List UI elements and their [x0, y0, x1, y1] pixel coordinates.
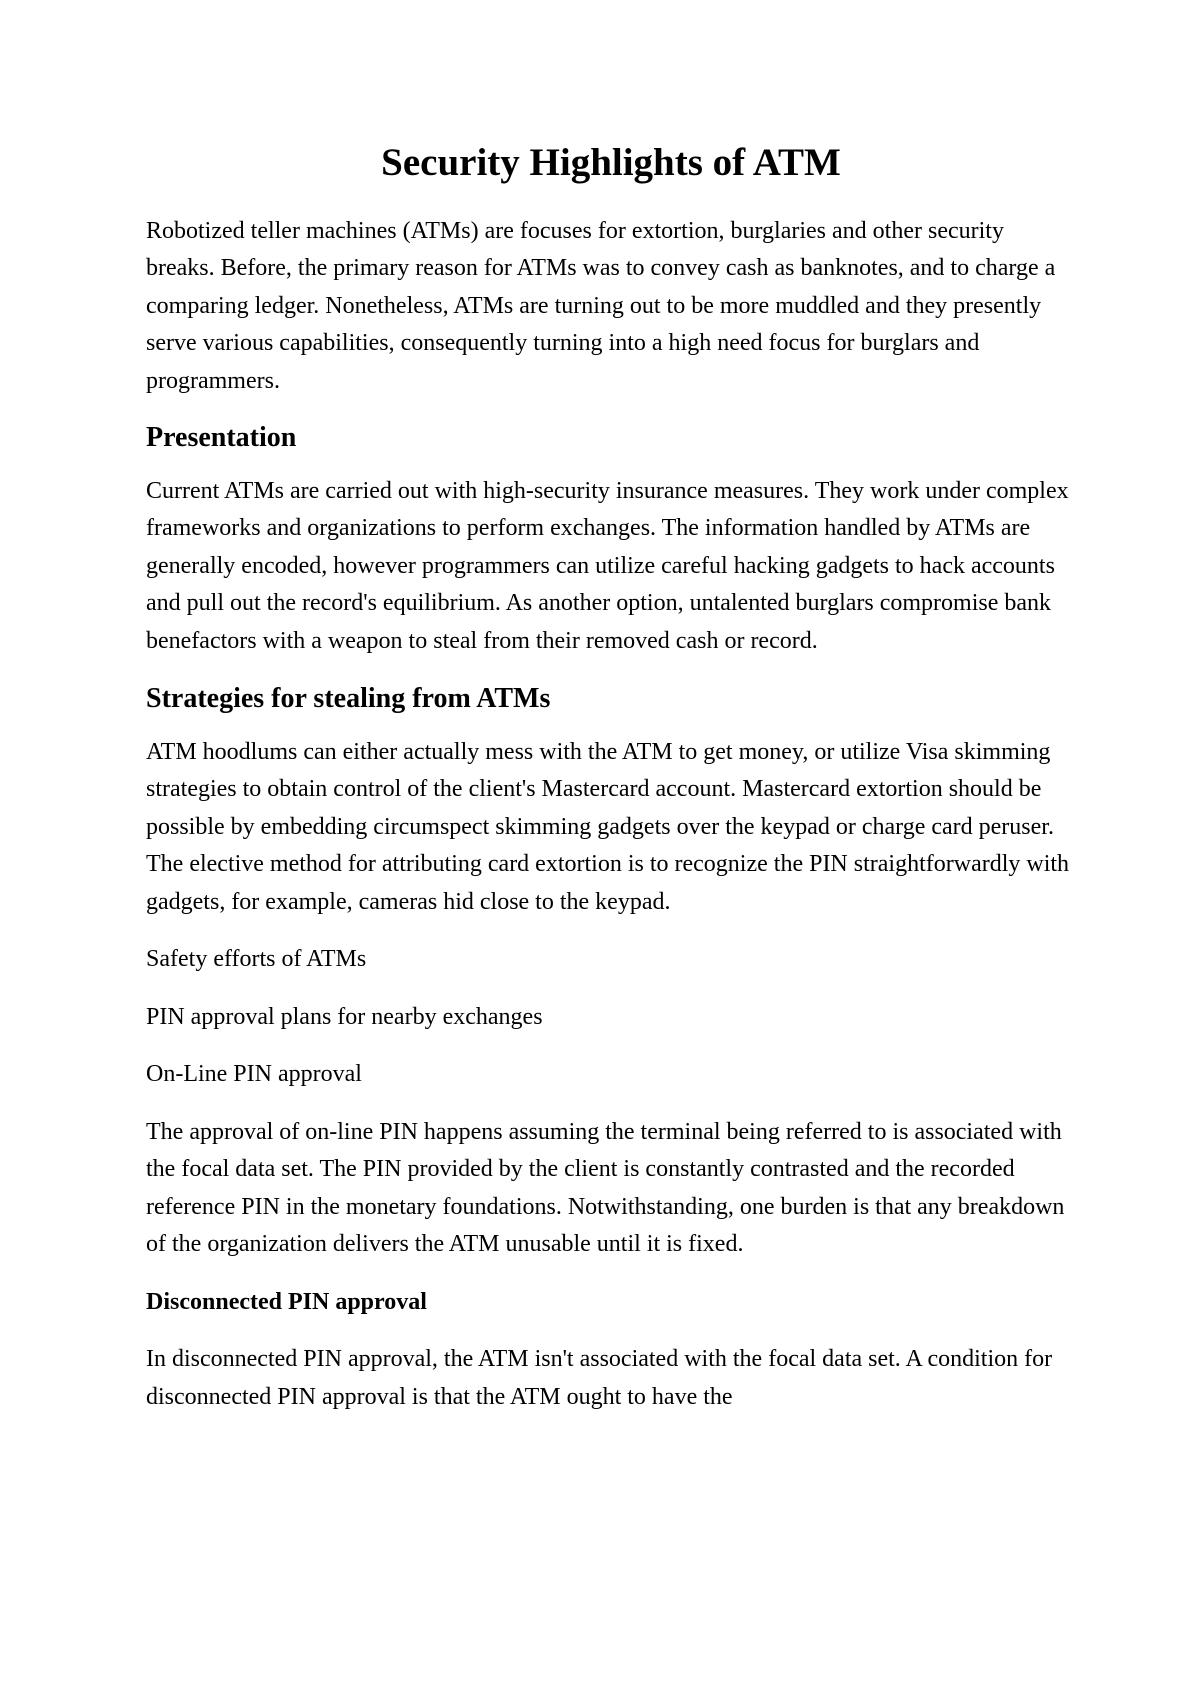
offline-pin-paragraph: In disconnected PIN approval, the ATM isn't associated with the focal data set. A condition for disconnected PIN approval is that the ATM ought to have the: [146, 1346, 1053, 1410]
intro-paragraph: Robotized teller machines (ATMs) are focuses for extortion, burglaries and other security breaks. Before, the primary reason for ATMs was to convey cash as banknotes, and to charge a comparing ledger. Nonetheless, ATMs are turning out to be more muddled and they presently serve various capabilities, consequently turning into a high need focus for burglars and programmers.: [146, 217, 1056, 394]
online-pin-label: On-Line PIN approval: [146, 1061, 362, 1088]
safety-efforts-label: Safety efforts of ATMs: [146, 946, 367, 973]
strategies-heading: Strategies for stealing from ATMs: [146, 683, 551, 715]
presentation-heading: Presentation: [146, 422, 297, 454]
document-title: Security Highlights of ATM: [381, 141, 841, 184]
document-page: [146, 140, 1076, 1436]
pin-approval-plans-label: PIN approval plans for nearby exchanges: [146, 1003, 543, 1030]
offline-pin-heading: Disconnected PIN approval: [146, 1288, 427, 1315]
strategies-paragraph: ATM hoodlums can either actually mess with the ATM to get money, or utilize Visa skimming strategies to obtain control of the client's Mastercard account. Mastercard extortion should be possible by embedding circumspect skimming gadgets over the keypad or charge card peruser. The elective method for attributing card extortion is to recognize the PIN straightforwardly with gadgets, for example, cameras hid close to the keypad.: [146, 738, 1070, 915]
presentation-paragraph: Current ATMs are carried out with high-security insurance measures. They work under complex frameworks and organizations to perform exchanges. The information handled by ATMs are generally encoded, however programmers can utilize careful hacking gadgets to hack accounts and pull out the record's equilibrium. As another option, untalented burglars compromise bank benefactors with a weapon to steal from their removed cash or record.: [146, 477, 1069, 654]
online-pin-paragraph: The approval of on-line PIN happens assuming the terminal being referred to is associated with the focal data set. The PIN provided by the client is constantly contrasted and the recorded reference PIN in the monetary foundations. Notwithstanding, one burden is that any breakdown of the organization delivers the ATM unusable until it is fixed.: [146, 1118, 1065, 1258]
